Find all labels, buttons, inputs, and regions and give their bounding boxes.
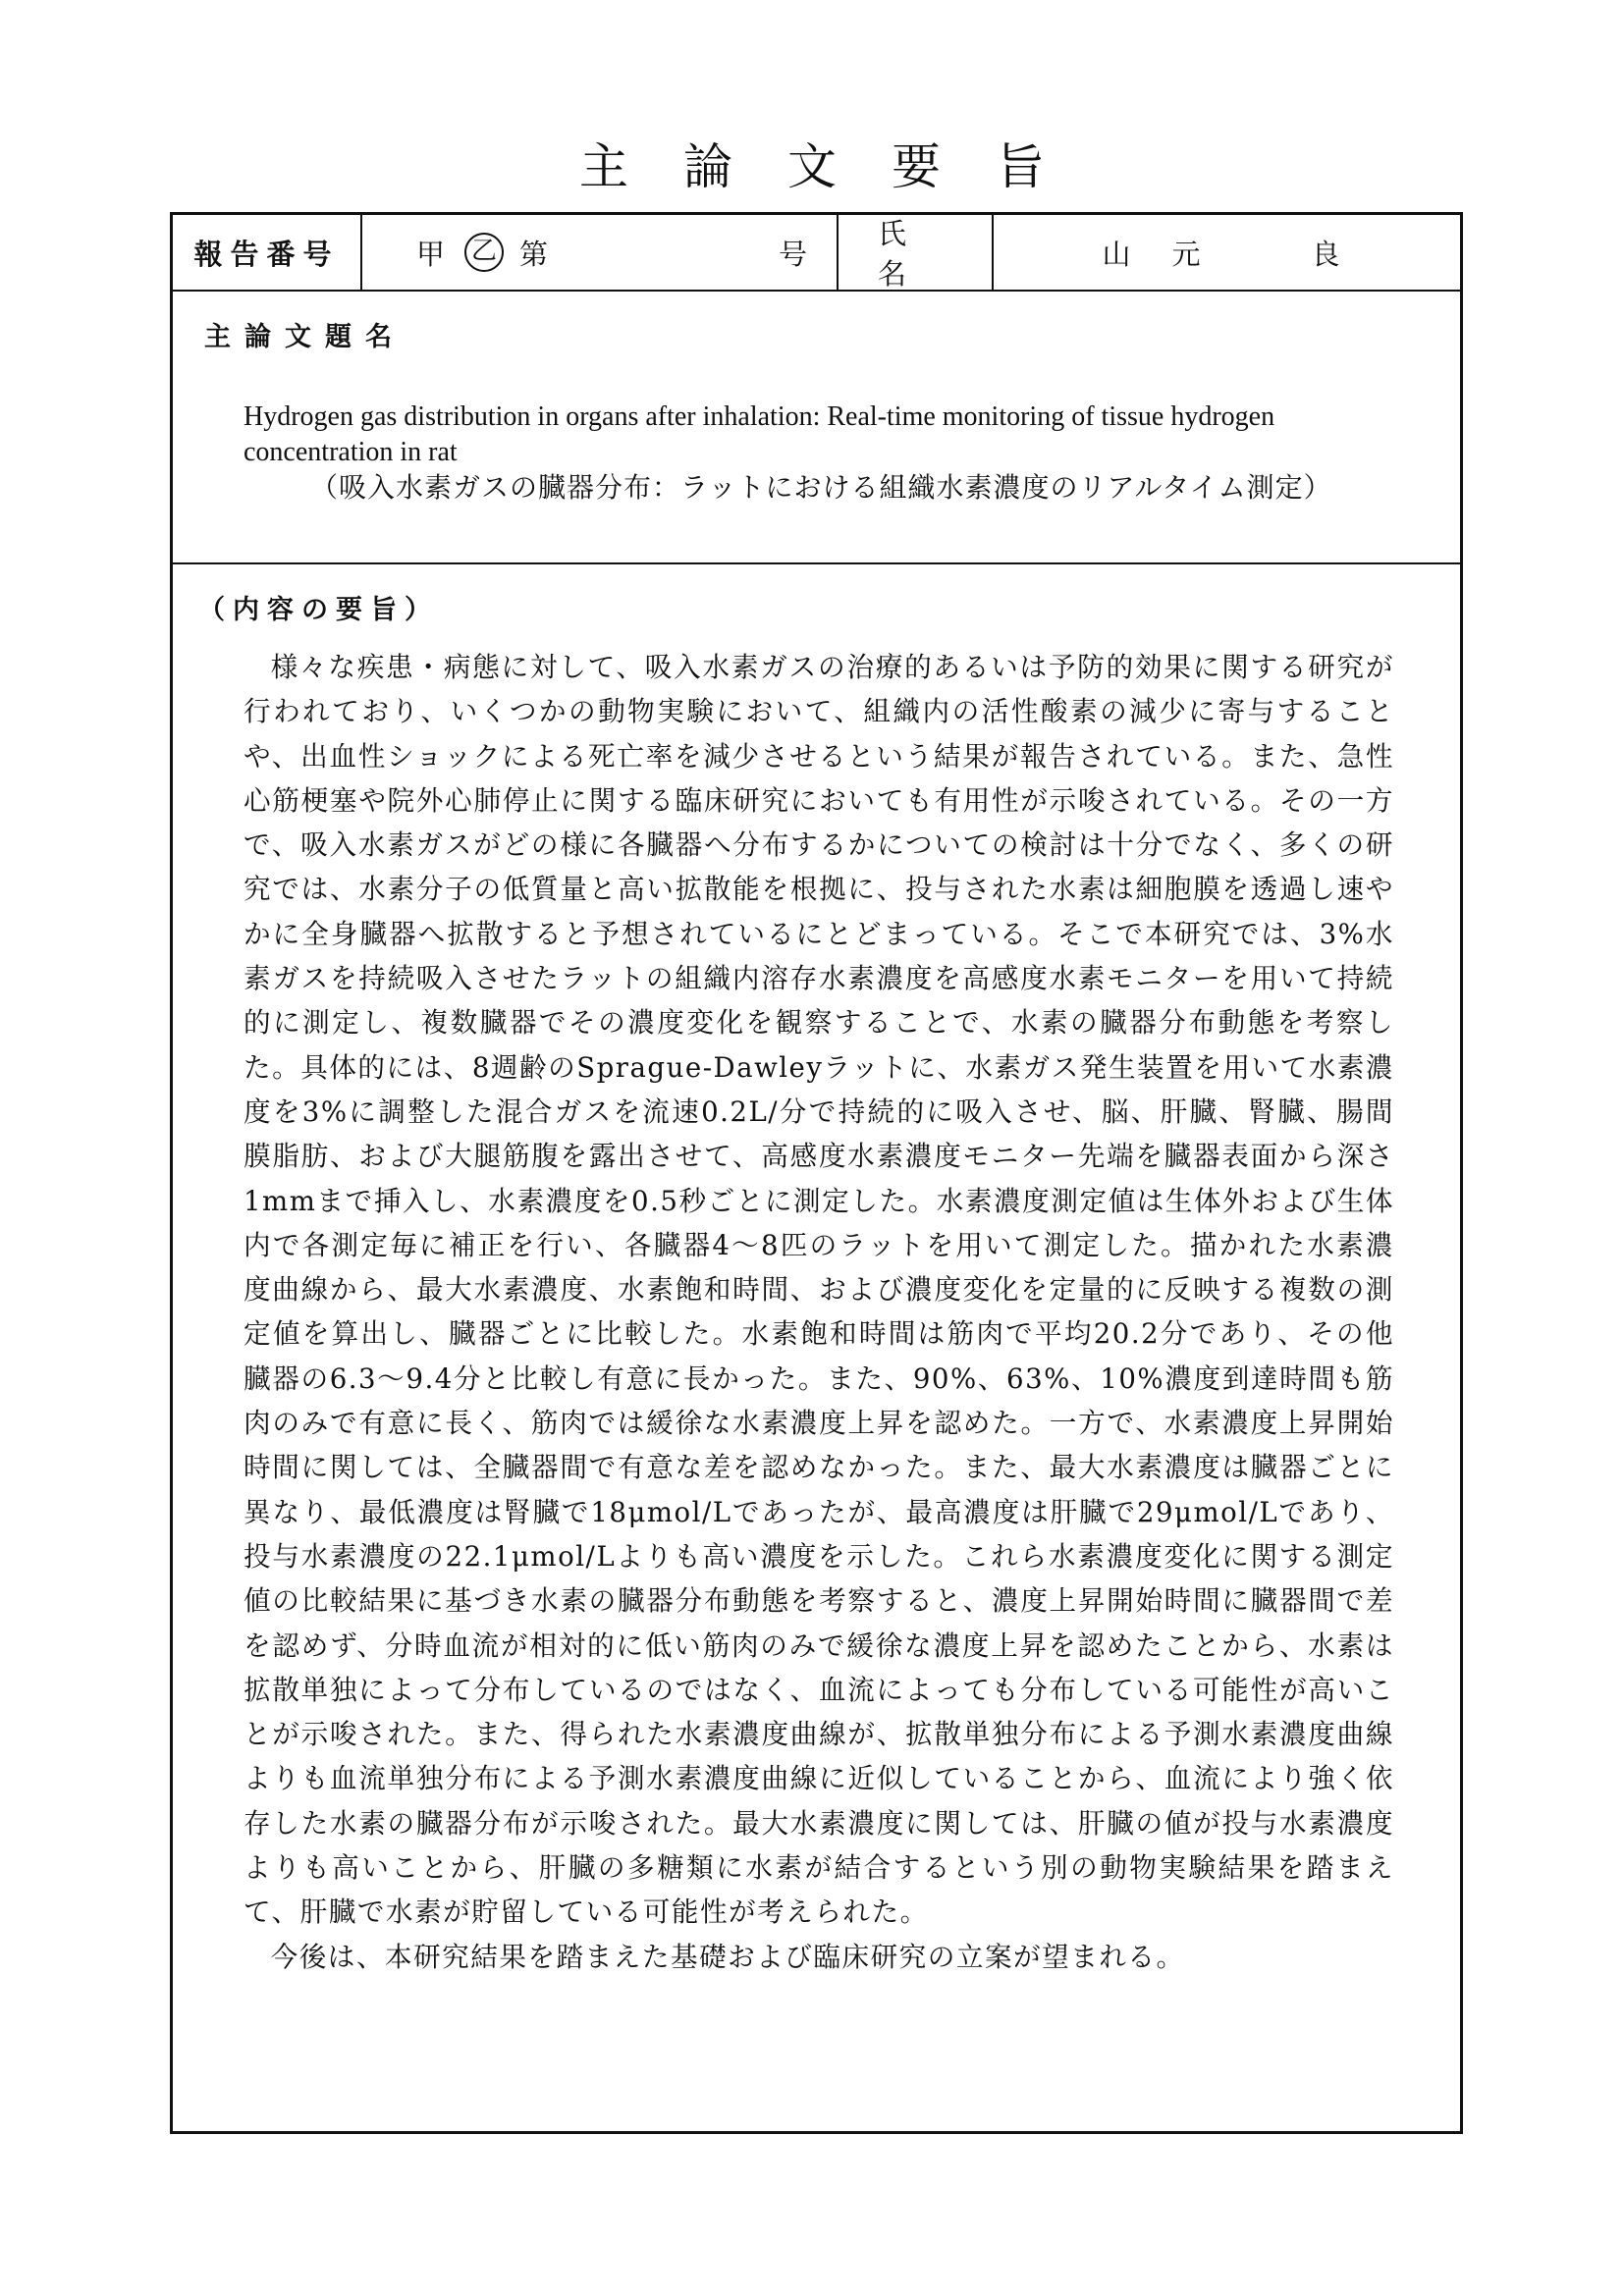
thesis-title-section	[173, 292, 1460, 564]
report-otsu-circled: 乙	[464, 233, 504, 272]
report-number-label: 報告番号	[173, 215, 362, 290]
thesis-title-japanese: （吸入水素ガスの臓器分布：ラットにおける組織水素濃度のリアルタイム測定）	[310, 471, 1332, 504]
abstract-label: （内容の要旨）	[198, 595, 439, 625]
thesis-title-label: 主論文題名	[204, 322, 406, 352]
abstract-paragraph: 様々な疾患・病態に対して、吸入水素ガスの治療的あるいは予防的効果に関する研究が行われており、いくつかの動物実験において、組織内の活性酸素の減少に寄与することや、出血性ショックによる死亡率を減少させるという結果が報告されている。また、急性心筋梗塞や院外心肺停止に関する臨床研究においても有用性が示唆されている。その一方で、吸入水素ガスがどの様に各臓器へ分布するかについての検討は十分でなく、多くの研究では、水素分子の低質量と高い拡散能を根拠に、投与された水素は細胞膜を透過し速やかに全身臓器へ拡散すると予想されているにとどまっている。そこで本研究では、3%水素ガスを持続吸入させたラットの組織内溶存水素濃度を高感度水素モニターを用いて持続的に測定し、複数臓器でその濃度変化を観察することで、水素の臓器分布動態を考察した。具体的には、8週齢のSprague-Dawleyラットに、水素ガス発生装置を用いて水素濃度を3%に調整した混合ガスを流速0.2L/分で持続的に吸入させ、脳、肝臓、腎臓、腸間膜脂肪、および大腿筋腹を露出させて、高感度水素濃度モニター先端を臓器表面から深さ1mmまで挿入し、水素濃度を0.5秒ごとに測定した。水素濃度測定値は生体外および生体内で各測定毎に補正を行い、各臓器4～8匹のラットを用いて測定した。描かれた水素濃度曲線から、最大水素濃度、水素飽和時間、および濃度変化を定量的に反映する複数の測定値を算出し、臓器ごとに比較した。水素飽和時間は筋肉で平均20.2分であり、その他臓器の6.3～9.4分と比較し有意に長かった。また、90%、63%、10%濃度到達時間も筋肉のみで有意に長く、筋肉では緩徐な水素濃度上昇を認めた。一方で、水素濃度上昇開始時間に関しては、全臓器間で有意な差を認めなかった。また、最大水素濃度は臓器ごとに異なり、最低濃度は腎臓で18μmol/Lであったが、最高濃度は肝臓で29μmol/Lであり、投与水素濃度の22.1μmol/Lよりも高い濃度を示した。これら水素濃度変化に関する測定値の比較結果に基づき水素の臓器分布動態を考察すると、濃度上昇開始時間に臓器間で差を認めず、分時血流が相対的に低い筋肉のみで緩徐な濃度上昇を認めたことから、水素は拡散単独によって分布しているのではなく、血流によっても分布している可能性が高いことが示唆された。また、得られた水素濃度曲線が、拡散単独分布による予測水素濃度曲線よりも血流単独分布による予測水素濃度曲線に近似していることから、血流により強く依存した水素の臓器分布が示唆された。最大水素濃度に関しては、肝臓の値が投与水素濃度よりも高いことから、肝臓の多糖類に水素が結合するという別の動物実験結果を踏まえて、肝臓で水素が貯留している可能性が考えられた。	[244, 651, 1394, 1929]
report-gou: 号	[778, 237, 807, 271]
author-name: 山元 良	[1102, 237, 1381, 271]
page-title: 主論文要旨	[579, 138, 1100, 195]
header-row	[173, 215, 1460, 292]
name-label: 氏名	[839, 215, 994, 290]
abstract-body	[244, 645, 1394, 1979]
thesis-title-english: Hydrogen gas distribution in organs after inhalation: Real-time monitoring of tissue hydrogen concentration in rat	[244, 401, 1275, 467]
report-dai: 第	[519, 237, 549, 271]
abstract-paragraph: 今後は、本研究結果を踏まえた基礎および臨床研究の立案が望まれる。	[270, 1940, 1185, 1973]
summary-form	[170, 212, 1463, 2134]
abstract-section	[173, 564, 1460, 2131]
report-kou: 甲	[416, 237, 446, 271]
report-number-field	[362, 215, 839, 290]
